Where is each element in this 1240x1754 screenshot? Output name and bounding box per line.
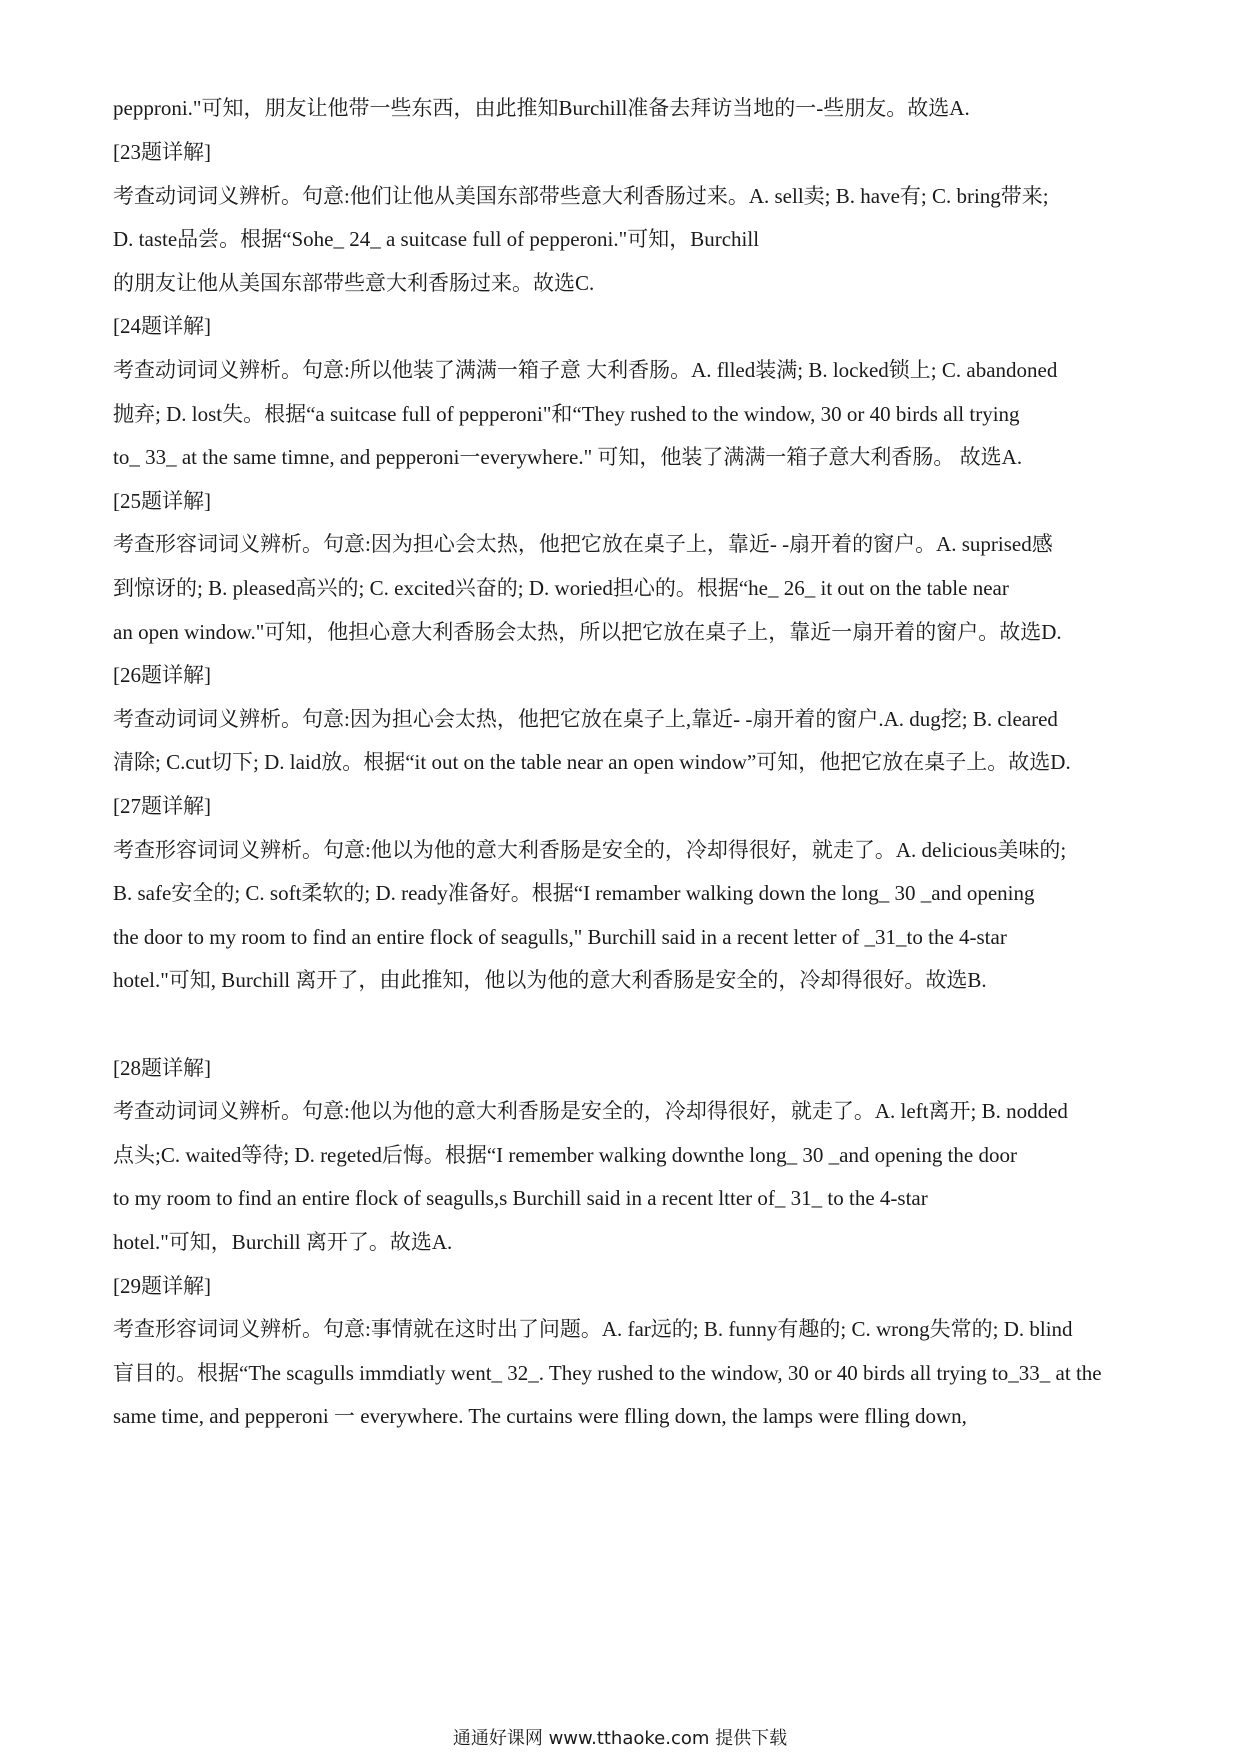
text-line: 考查形容词词义辨析。句意:因为担心会太热，他把它放在桌子上，靠近- -扇开着的窗户。A. suprised感	[113, 532, 1053, 556]
section-heading-26: [26题详解]	[113, 663, 211, 687]
text-line: 考查形容词词义辨析。句意:他以为他的意大利香肠是安全的，冷却得很好，就走了。A. delicious美味的;	[113, 838, 1067, 862]
section-heading-25: [25题详解]	[113, 489, 211, 513]
text-line: 到惊讶的; B. pleased高兴的; C. excited兴奋的; D. woried担心的。根据“he_ 26_ it out on the table near	[113, 576, 1009, 600]
text-line: 的朋友让他从美国东部带些意大利香肠过来。故选C.	[113, 271, 595, 295]
text-line: 清除; C.cut切下; D. laid放。根据“it out on the table near an open window”可知，他把它放在桌子上。故选D.	[113, 750, 1071, 774]
text-line: 考查动词词义辨析。句意:因为担心会太热，他把它放在桌子上,靠近- -扇开着的窗户.A. dug挖; B. cleared	[113, 707, 1058, 731]
text-line: to my room to find an entire flock of seagulls,s Burchill said in a recent ltter of_ 31_ to the 4-star	[113, 1186, 928, 1210]
text-line: D. taste品尝。根据“Sohe_ 24_ a suitcase full of pepperoni."可知，Burchill	[113, 227, 760, 251]
text-line: pepproni."可知，朋友让他带一些东西，由此推知Burchill准备去拜访当地的一-些朋友。故选A.	[113, 96, 970, 120]
page-footer: 通通好课网 www.tthaoke.com 提供下载	[452, 1728, 788, 1749]
text-line: 考查形容词词义辨析。句意:事情就在这时出了问题。A. far远的; B. funny有趣的; C. wrong失常的; D. blind	[113, 1317, 1073, 1341]
text-line: an open window."可知，他担心意大利香肠会太热，所以把它放在桌子上，靠近一扇开着的窗户。故选D.	[113, 620, 1062, 644]
text-line: 抛弃; D. lost失。根据“a suitcase full of pepperoni"和“They rushed to the window, 30 or 40 birds all trying	[113, 402, 1020, 426]
section-heading-24: [24题详解]	[113, 314, 211, 338]
text-line: B. safe安全的; C. soft柔软的; D. ready准备好。根据“I remamber walking down the long_ 30 _and opening	[113, 881, 1035, 905]
text-line: to_ 33_ at the same timne, and pepperoni一everywhere." 可知，他装了满满一箱子意大利香肠。 故选A.	[113, 445, 1023, 469]
text-line: 考查动词词义辨析。句意:他们让他从美国东部带些意大利香肠过来。A. sell卖; B. have有; C. bring带来;	[113, 184, 1049, 208]
text-line: 考查动词词义辨析。句意:他以为他的意大利香肠是安全的，冷却得很好，就走了。A. left离开; B. nodded	[113, 1099, 1068, 1123]
text-line: 盲目的。根据“The scagulls immdiatly went_ 32_. They rushed to the window, 30 or 40 birds all trying to_33_ at the	[113, 1361, 1102, 1385]
section-heading-23: [23题详解]	[113, 140, 211, 164]
text-line: hotel."可知，Burchill 离开了。故选A.	[113, 1230, 453, 1254]
section-heading-28: [28题详解]	[113, 1056, 211, 1080]
section-heading-27: [27题详解]	[113, 794, 211, 818]
text-line: the door to my room to find an entire flock of seagulls," Burchill said in a recent letter of _31_to the 4-star	[113, 925, 1007, 949]
text-line: same time, and pepperoni 一 everywhere. The curtains were flling down, the lamps were flling down,	[113, 1404, 967, 1428]
section-heading-29: [29题详解]	[113, 1274, 211, 1298]
text-line: 点头;C. waited等待; D. regeted后悔。根据“I remember walking downthe long_ 30 _and opening the door	[113, 1143, 1017, 1167]
text-line: hotel."可知, Burchill 离开了，由此推知，他以为他的意大利香肠是安全的，冷却得很好。故选B.	[113, 968, 987, 992]
text-line: 考查动词词义辨析。句意:所以他装了满满一箱子意 大利香肠。A. flled装满; B. locked锁上; C. abandoned	[113, 358, 1058, 382]
